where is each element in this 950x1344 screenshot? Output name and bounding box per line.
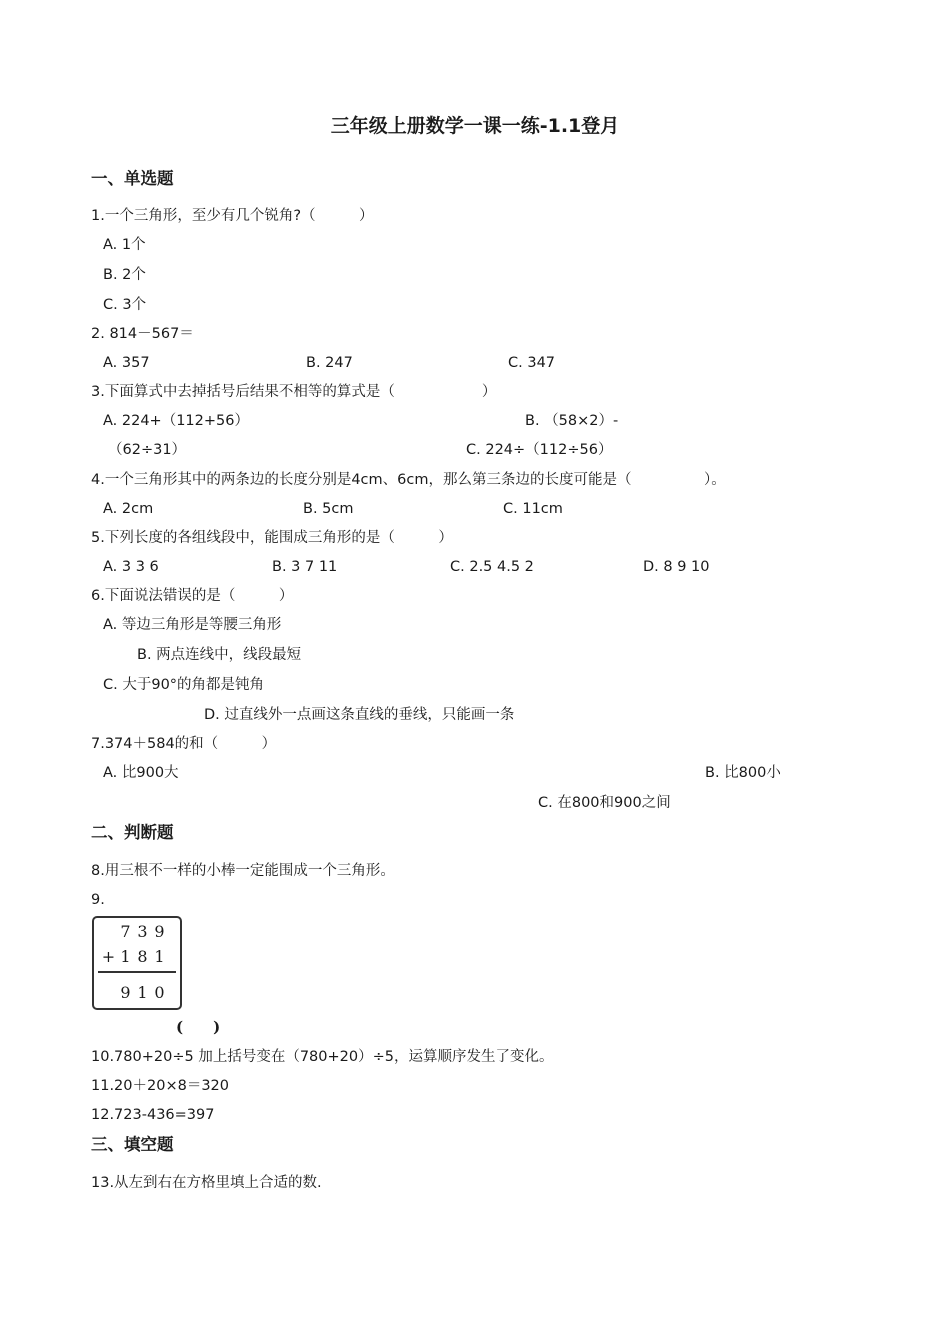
sum-digit: 0: [154, 983, 165, 1002]
sum-digit: 1: [137, 983, 148, 1002]
question-5-option-d: D. 8 9 10: [643, 559, 710, 575]
question-1-option-a: A. 1个: [103, 237, 146, 253]
section-heading-true-false: 二、判断题: [91, 823, 174, 842]
vertical-addition-figure: [92, 916, 182, 1010]
question-4-option-c: C. 11cm: [503, 501, 563, 517]
question-6-option-c: C. 大于90°的角都是钝角: [103, 677, 265, 693]
question-1-option-c: C. 3个: [103, 297, 147, 313]
question-2-option-b: B. 247: [306, 355, 353, 371]
addend-2-row: [100, 948, 168, 966]
question-6-option-d: D. 过直线外一点画这条直线的垂线，只能画一条: [204, 707, 515, 723]
question-5-option-c: C. 2.5 4.5 2: [450, 559, 534, 575]
question-4-stem: 4.一个三角形其中的两条边的长度分别是4cm、6cm，那么第三条边的长度可能是（ ）。: [91, 472, 726, 488]
plus-sign: +: [101, 947, 116, 966]
question-4-option-b: B. 5cm: [303, 501, 354, 517]
sum-divider-line: [98, 971, 176, 973]
section-heading-single-choice: 一、单选题: [91, 169, 174, 188]
section-heading-fill-in: 三、填空题: [91, 1135, 174, 1154]
question-6-option-b: B. 两点连线中，线段最短: [137, 647, 302, 663]
question-10-stem: 10.780+20÷5 加上括号变在（780+20）÷5，运算顺序发生了变化。: [91, 1049, 554, 1065]
question-7-stem: 7.374＋584的和（ ）: [91, 736, 277, 752]
question-7-option-c: C. 在800和900之间: [538, 795, 671, 811]
question-1-option-b: B. 2个: [103, 267, 146, 283]
question-2-option-a: A. 357: [103, 355, 150, 371]
answer-parentheses: ( ): [176, 1018, 221, 1036]
question-12-stem: 12.723-436=397: [91, 1107, 215, 1123]
question-6-option-a: A. 等边三角形是等腰三角形: [103, 617, 282, 633]
page-title: 三年级上册数学一课一练-1.1登月: [330, 115, 620, 137]
sum-row: [100, 984, 168, 1002]
question-5-stem: 5.下列长度的各组线段中，能围成三角形的是（ ）: [91, 530, 453, 546]
question-3-option-a: A. 224+（112+56）: [103, 413, 249, 429]
question-3-stem: 3.下面算式中去掉括号后结果不相等的算式是（ ）: [91, 384, 497, 400]
addend-2-digit: 8: [137, 947, 148, 966]
question-13-stem: 13.从左到右在方格里填上合适的数.: [91, 1175, 322, 1191]
addend-1-digit: 7: [120, 922, 131, 941]
question-2-stem: 2. 814－567＝: [91, 326, 194, 342]
addend-2-digit: 1: [154, 947, 165, 966]
question-5-option-a: A. 3 3 6: [103, 559, 159, 575]
addend-2-digit: 1: [120, 947, 131, 966]
addend-1-row: [100, 923, 168, 941]
addend-1-digit: 3: [137, 922, 148, 941]
question-3-option-c: C. 224÷（112÷56）: [466, 442, 613, 458]
question-2-option-c: C. 347: [508, 355, 556, 371]
question-1-stem: 1.一个三角形，至少有几个锐角?（ ）: [91, 208, 374, 224]
sum-digit: 9: [120, 983, 131, 1002]
question-4-option-a: A. 2cm: [103, 501, 154, 517]
question-3-option-b-cont: （62÷31）: [108, 442, 187, 458]
question-8-stem: 8.用三根不一样的小棒一定能围成一个三角形。: [91, 863, 395, 879]
addend-1-digit: 9: [154, 922, 165, 941]
question-11-stem: 11.20＋20×8＝320: [91, 1078, 230, 1094]
question-7-option-b: B. 比800小: [705, 765, 781, 781]
question-5-option-b: B. 3 7 11: [272, 559, 338, 575]
question-3-option-b: B. （58×2）-: [525, 413, 619, 429]
question-6-stem: 6.下面说法错误的是（ ）: [91, 588, 294, 604]
question-9-number: 9.: [91, 892, 105, 908]
question-7-option-a: A. 比900大: [103, 765, 179, 781]
